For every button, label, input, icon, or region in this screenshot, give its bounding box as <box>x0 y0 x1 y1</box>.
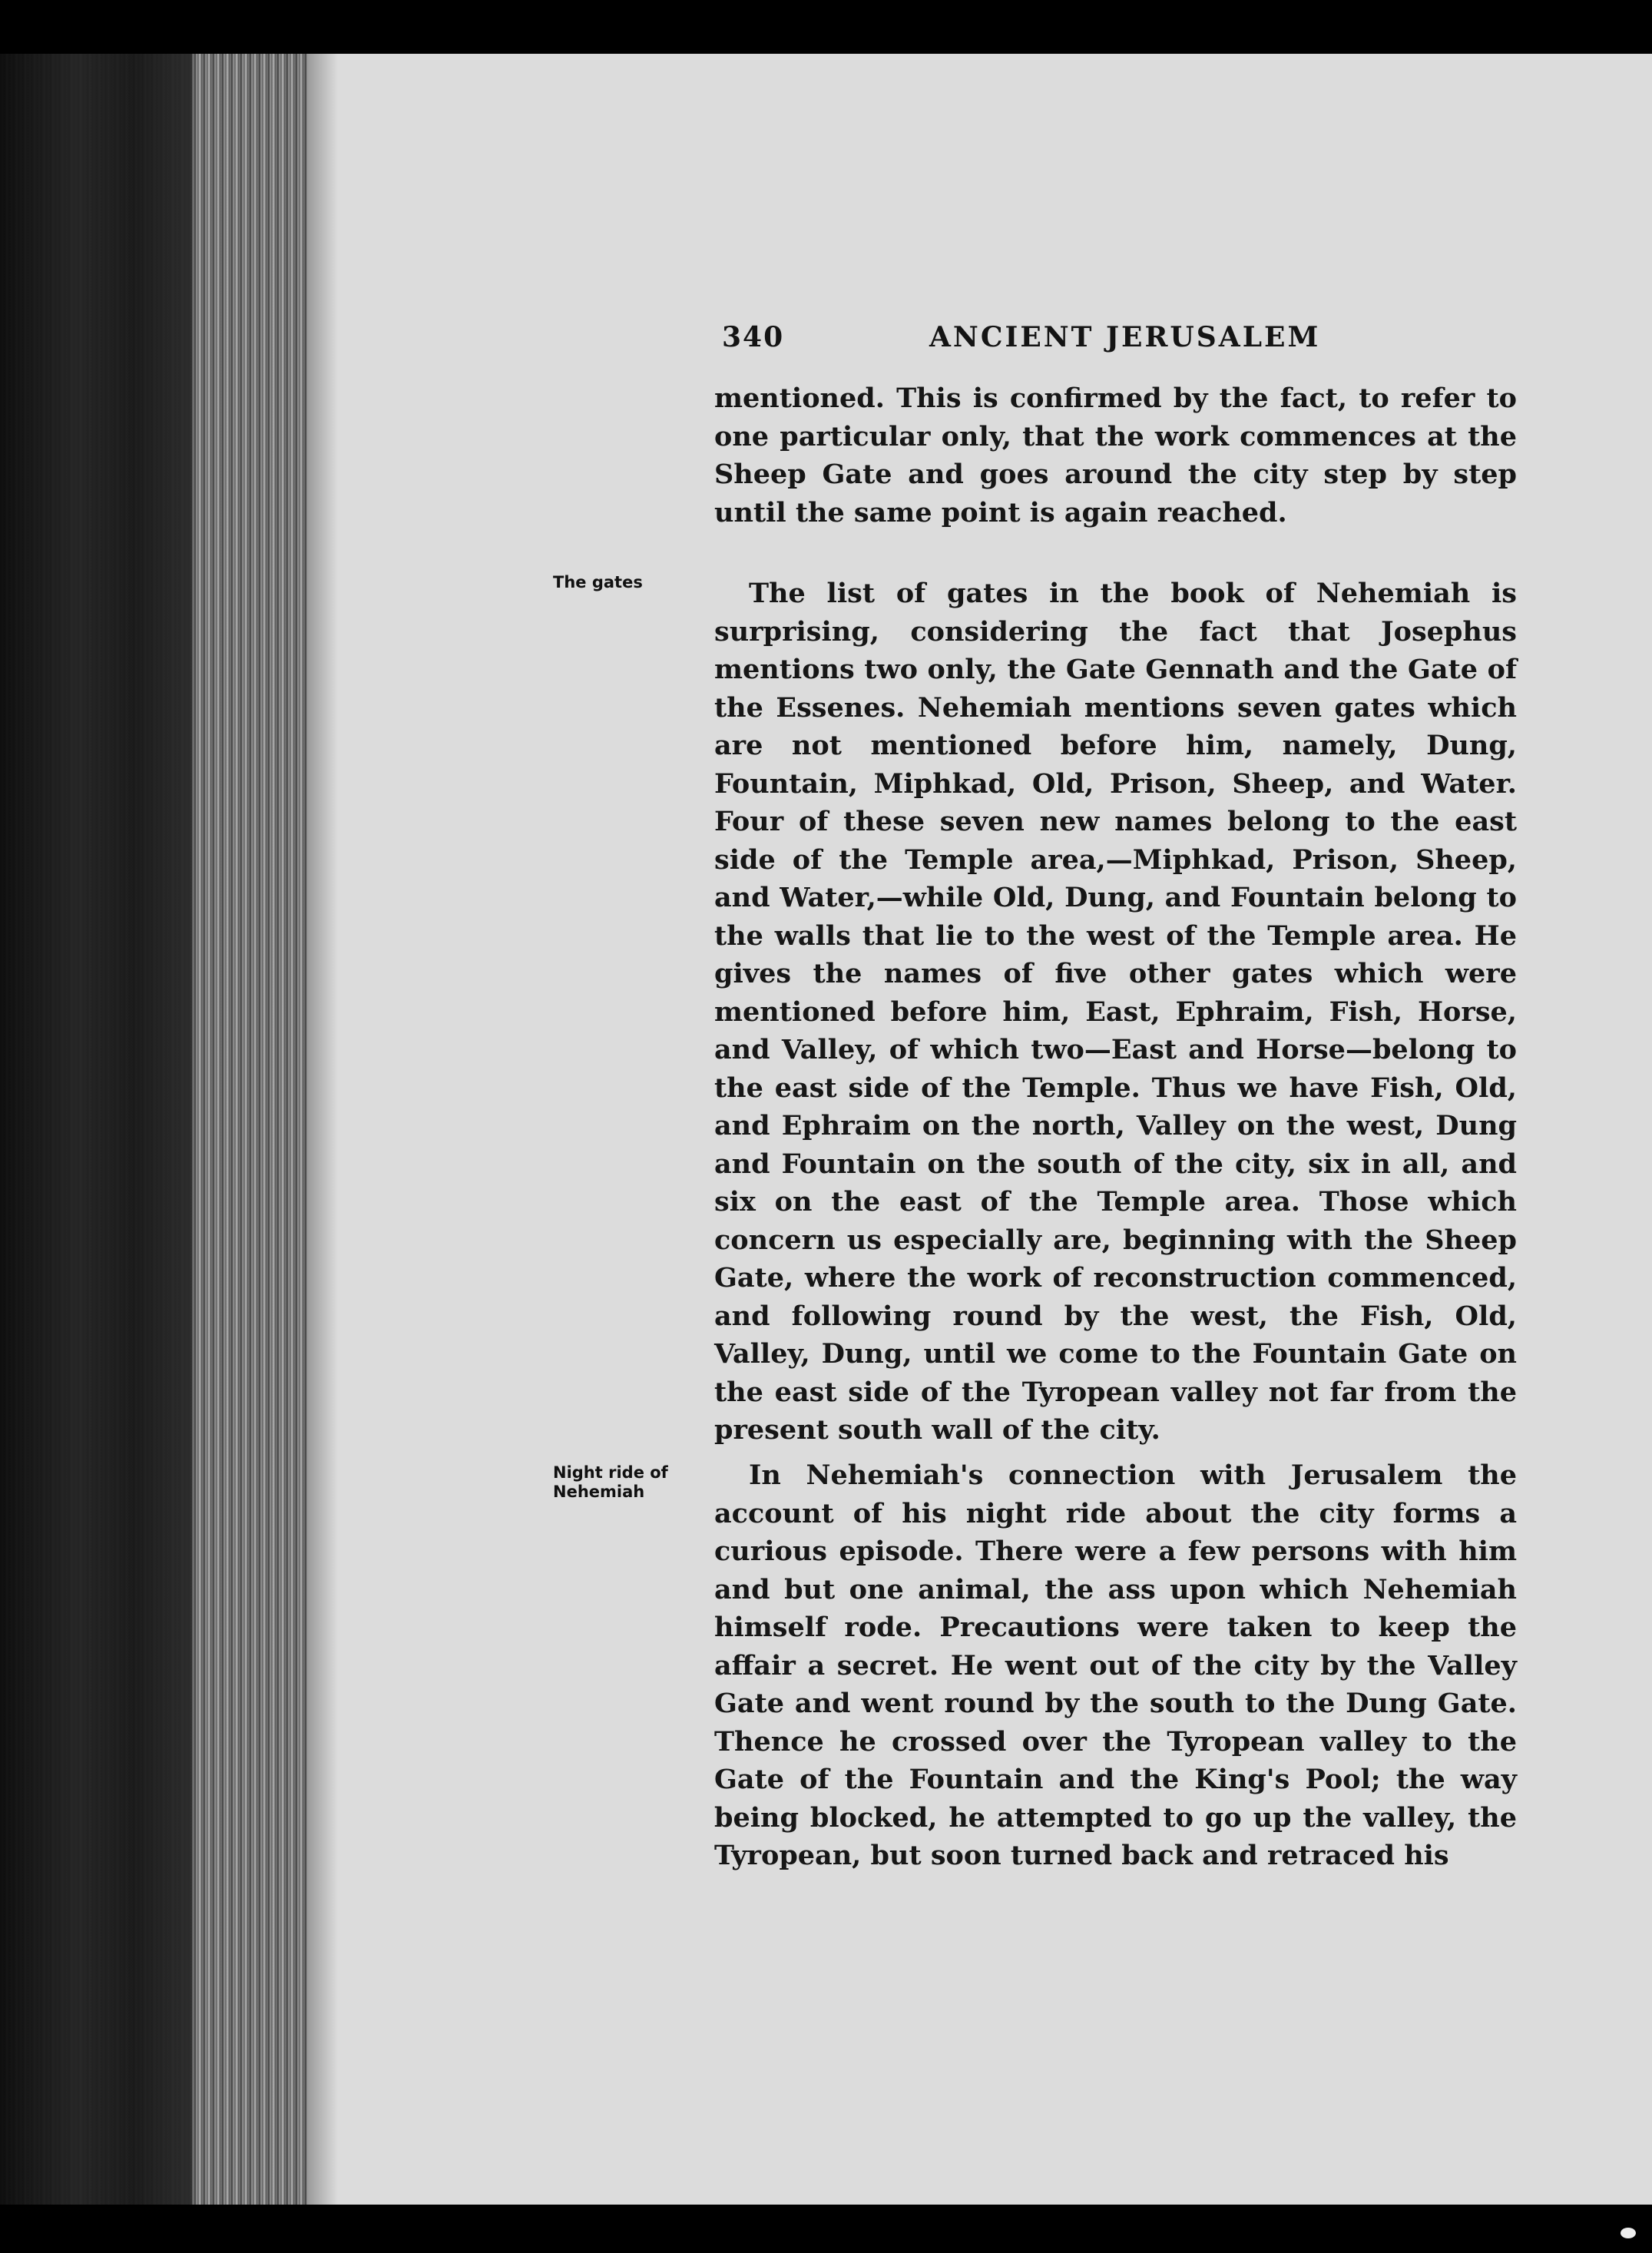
paragraph-gates <box>714 575 1517 1450</box>
book-spine-edge <box>0 54 323 2205</box>
paragraph-text: The list of gates in the book of Nehemiah is surprising, considering the fact that Josephus mentions two only, the Gate Gennath and the Gate of the Essenes. Nehemiah mentions seven gates which are not mentioned before him, namely, Dung, Fountain, Miphkad, Old, Prison, Sheep, and Water. Four of these seven new names belong to the east side of the Temple area,—Miphkad, Prison, Sheep, and Water,—while Old, Dung, and Fountain belong to the walls that lie to the west of the Temple area. He gives the names of five other gates which were mentioned before him, East, Ephraim, Fish, Horse, and Valley, of which two—East and Horse—belong to the east side of the Temple. Thus we have Fish, Old, and Ephraim on the north, Valley on the west, Dung and Fountain on the south of the city, six in all, and six on the east of the Temple area. Those which concern us especially are, beginning with the Sheep Gate, where the work of reconstruction commenced, and following round by the west, the Fish, Old, Valley, Dung, until we come to the Fountain Gate on the east side of the Tyropean valley not far from the present south wall of the city. <box>714 578 1517 1446</box>
paragraph-night-ride <box>714 1456 1517 1875</box>
paragraph-continuation <box>714 379 1517 532</box>
running-title: ANCIENT JERUSALEM <box>929 321 1321 353</box>
page-number: 340 <box>722 321 785 353</box>
scan-speck <box>1621 2228 1636 2238</box>
page-gutter-shadow <box>307 54 338 2205</box>
paragraph-text: In Nehemiah's connection with Jerusalem the account of his night ride about the city forms a curious episode. There were a few persons with him and but one animal, the ass upon which Nehemiah himself rode. Precautions were taken to keep the affair a secret. He went out of the city by the Valley Gate and went round by the south to the Dung Gate. Thence he crossed over the Tyropean valley to the Gate of the Fountain and the King's Pool; the way being blocked, he attempted to go up the valley, the Tyropean, but soon turned back and retraced his <box>714 1459 1517 1871</box>
sidenote-night-ride: Night ride of Nehemiah <box>553 1463 668 1501</box>
paragraph-text: mentioned. This is confirmed by the fact, to refer to one particular only, that the work commences at the Sheep Gate and goes around the city step by step until the same point is again reached. <box>714 383 1517 528</box>
running-header <box>722 321 1513 367</box>
sidenote-the-gates: The gates <box>553 573 643 591</box>
